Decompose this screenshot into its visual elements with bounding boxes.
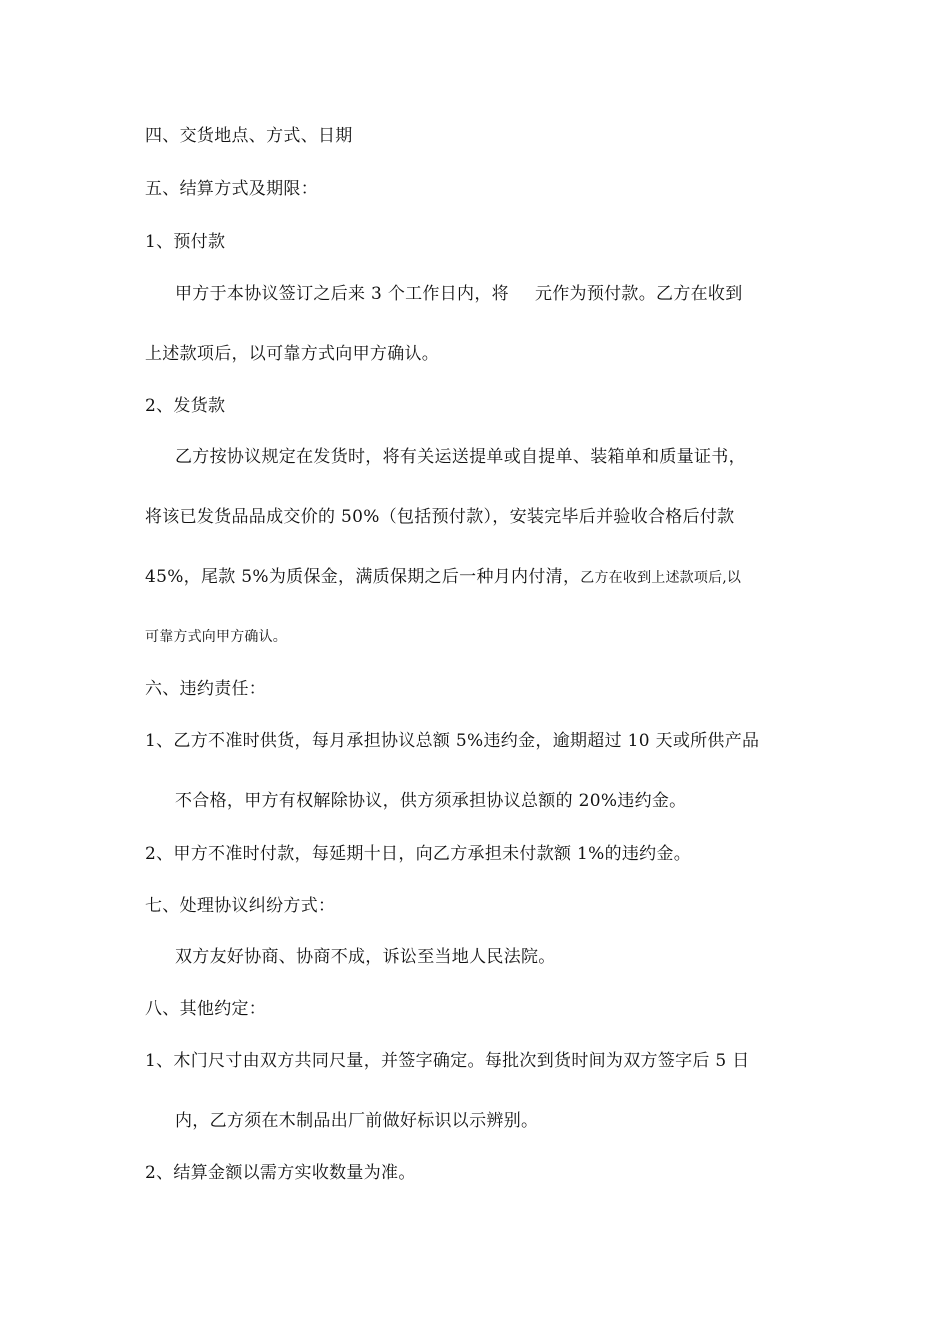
section-8-item-2: 2、结算金额以需方实收数量为准。 (145, 1163, 416, 1183)
section-4-heading: 四、交货地点、方式、日期 (145, 126, 353, 146)
section-5-item-2-paragraph-line-3 (145, 566, 741, 589)
section-6-item-1-line-1: 1、乙方不准时供货，每月承担协议总额 5%违约金，逾期超过 10 天或所供产品 (145, 731, 760, 751)
section-8-item-1-line-1: 1、木门尺寸由双方共同尺量，并签字确定。每批次到货时间为双方签字后 5 日 (145, 1051, 750, 1071)
section-5-item-1-title: 1、预付款 (145, 232, 226, 252)
section-5-item-1-paragraph-line-2: 上述款项后，以可靠方式向甲方确认。 (145, 344, 440, 364)
section-5-item-2-paragraph-line-4: 可靠方式向甲方确认。 (145, 629, 287, 645)
section-5-item-2-title: 2、发货款 (145, 396, 226, 416)
prepayment-text-before-blank: 甲方于本协议签订之后来 3 个工作日内，将 (175, 284, 509, 304)
section-5-item-2-paragraph-line-1: 乙方按协议规定在发货时，将有关运送提单或自提单、装箱单和质量证书， (175, 447, 746, 467)
section-5-item-1-paragraph-line-1 (175, 283, 743, 305)
prepayment-text-after-blank: 元作为预付款。乙方在收到 (534, 284, 743, 304)
section-8-heading: 八、其他约定： (145, 999, 267, 1019)
section-7-heading: 七、处理协议纠纷方式： (145, 896, 336, 916)
section-5-heading: 五、结算方式及期限： (145, 179, 318, 199)
payment-confirmation-text: 乙方在收到上述款项后,以 (580, 570, 742, 586)
section-6-item-2: 2、甲方不准时付款，每延期十日，向乙方承担未付款额 1%的违约金。 (145, 844, 692, 864)
section-5-item-2-paragraph-line-2: 将该已发货品品成交价的 50%（包括预付款），安装完毕后并验收合格后付款 (145, 507, 735, 527)
section-7-paragraph: 双方友好协商、协商不成，诉讼至当地人民法院。 (175, 947, 556, 967)
section-6-item-1-line-2: 不合格，甲方有权解除协议，供方须承担协议总额的 20%违约金。 (175, 791, 687, 811)
section-6-heading: 六、违约责任： (145, 679, 267, 699)
payment-terms-text: 45%，尾款 5%为质保金，满质保期之后一种月内付清， (145, 567, 581, 587)
section-8-item-1-line-2: 内，乙方须在木制品出厂前做好标识以示辨别。 (175, 1111, 539, 1131)
